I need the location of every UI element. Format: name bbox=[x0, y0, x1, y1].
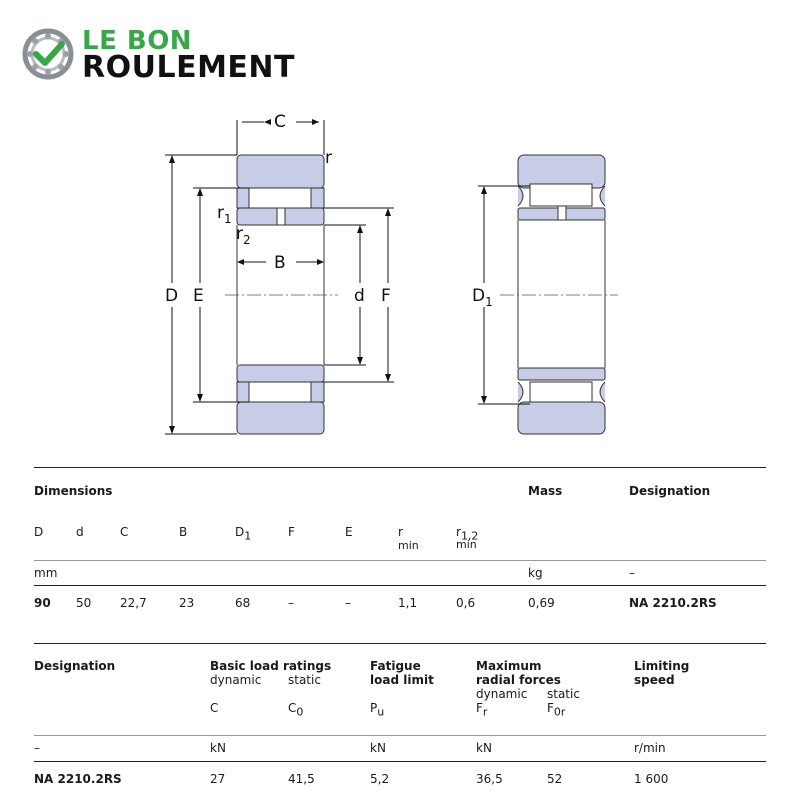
col-d: d bbox=[76, 525, 84, 539]
t2-unit-designation: – bbox=[34, 741, 40, 755]
value-d: 50 bbox=[76, 596, 92, 610]
t2-header-F0r: $F_{0r}$ bbox=[547, 701, 566, 719]
t2-value-F0r: 52 bbox=[547, 772, 563, 786]
t2-header-limiting: Limiting speed bbox=[634, 659, 690, 687]
brand-logo bbox=[22, 26, 302, 86]
t2-header-basic: Basic load ratings bbox=[210, 659, 332, 673]
t2-header-C: C bbox=[210, 701, 219, 715]
t2-value-C0: 41,5 bbox=[288, 772, 315, 786]
roller-bottom bbox=[249, 382, 311, 402]
brand-line-2: ROULEMENT bbox=[82, 50, 295, 85]
t2-value-C: 27 bbox=[210, 772, 226, 786]
col-D1: $D_1$ bbox=[235, 525, 252, 543]
t2-header-max: Maximum radial forces bbox=[476, 659, 561, 687]
t2-unit-speed: r/min bbox=[634, 741, 666, 755]
col-E: E bbox=[345, 525, 353, 539]
label-r: r bbox=[325, 148, 332, 168]
value-C: 22,7 bbox=[120, 596, 147, 610]
t2-unit-basic: kN bbox=[210, 741, 226, 755]
value-B: 23 bbox=[179, 596, 195, 610]
col-D: D bbox=[34, 525, 44, 539]
label-r2: $r_2$ bbox=[236, 224, 251, 247]
col-B: B bbox=[179, 525, 188, 539]
t2-unit-fatigue: kN bbox=[370, 741, 386, 755]
col-r: r min bbox=[398, 525, 419, 552]
t2-header-Pu: $P_u$ bbox=[370, 701, 385, 719]
col-F: F bbox=[288, 525, 295, 539]
value-designation: NA 2210.2RS bbox=[629, 596, 717, 610]
value-D: 90 bbox=[34, 596, 51, 610]
bearing-drawing bbox=[0, 100, 800, 445]
outer-ring-top bbox=[237, 155, 324, 188]
label-E: E bbox=[193, 286, 204, 306]
t2-header-designation: Designation bbox=[34, 659, 116, 673]
label-F: F bbox=[381, 286, 391, 306]
t2-value-speed: 1 600 bbox=[634, 772, 669, 786]
label-C: C bbox=[274, 112, 286, 132]
unit-kg: kg bbox=[528, 566, 543, 580]
bearing-check-icon bbox=[22, 28, 74, 80]
t2-header-C0: $C_0$ bbox=[288, 701, 304, 719]
label-r1: $r_1$ bbox=[217, 203, 232, 226]
inner-ring-bottom bbox=[237, 365, 324, 382]
t2-header-Fr: $F_r$ bbox=[476, 701, 488, 719]
t2-header-max-static: static bbox=[547, 687, 580, 701]
col-r12: $r_{1,2}$ min bbox=[456, 525, 479, 552]
label-D1: $D_1$ bbox=[472, 286, 493, 309]
roller-top bbox=[249, 188, 311, 208]
label-d: d bbox=[354, 286, 365, 306]
unit-designation: – bbox=[629, 566, 635, 580]
value-F: – bbox=[288, 596, 294, 610]
t2-unit-max: kN bbox=[476, 741, 492, 755]
brand-line-1: LE BON bbox=[82, 26, 193, 56]
t2-header-fatigue: Fatigue load limit bbox=[370, 659, 434, 687]
t2-value-designation: NA 2210.2RS bbox=[34, 772, 122, 786]
outer-ring-bottom bbox=[237, 402, 324, 434]
value-r: 1,1 bbox=[398, 596, 418, 610]
header-dimensions: Dimensions bbox=[34, 484, 113, 498]
header-designation: Designation bbox=[629, 484, 711, 498]
t2-value-Fr: 36,5 bbox=[476, 772, 503, 786]
value-D1: 68 bbox=[235, 596, 251, 610]
col-C: C bbox=[120, 525, 129, 539]
label-D: D bbox=[165, 286, 179, 306]
unit-mm: mm bbox=[34, 566, 58, 580]
value-r12: 0,6 bbox=[456, 596, 476, 610]
t2-header-dynamic: dynamic bbox=[210, 673, 262, 687]
header-mass: Mass bbox=[528, 484, 563, 498]
t2-header-static: static bbox=[288, 673, 321, 687]
label-B: B bbox=[274, 253, 286, 273]
section-view bbox=[165, 112, 394, 434]
t2-header-max-dynamic: dynamic bbox=[476, 687, 528, 701]
value-mass: 0,69 bbox=[528, 596, 555, 610]
t2-value-Pu: 5,2 bbox=[370, 772, 390, 786]
value-E: – bbox=[345, 596, 351, 610]
sealed-view bbox=[472, 155, 618, 434]
